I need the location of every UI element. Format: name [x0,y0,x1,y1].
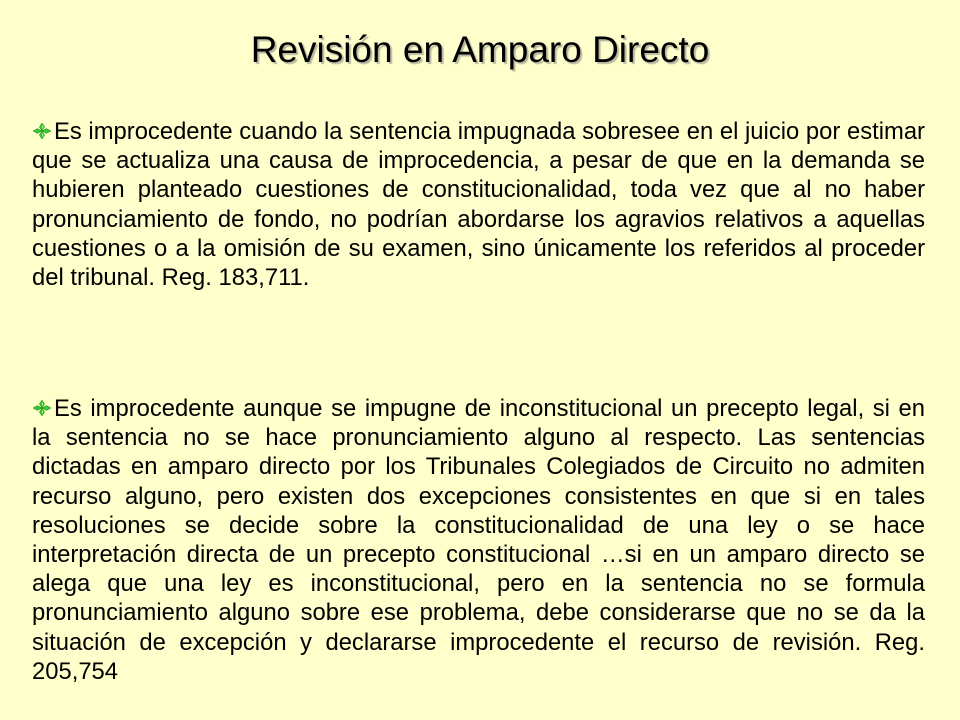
slide-title: Revisión en Amparo Directo [250,29,710,70]
bullet-text: Es improcedente cuando la sentencia impugnada sobresee en el juicio por estimar que se actualiza una causa de improcedencia, a pesar de que en la demanda se hubieren planteado cuestiones de constitucionalidad, toda vez que al no haber pronunciamiento de fondo, no podrían abordarse los agravios relativos a aquellas cuestiones o a la omisión de su examen, sino únicamente los referidos al proceder del tribunal. Reg. 183,711. [32,118,925,292]
bullet-item [32,394,925,686]
bullet-item [32,117,925,292]
bullet-text: Es improcedente aunque se impugne de inconstitucional un precepto legal, si en la sentencia no se hace pronunciamiento alguno al respecto. Las sentencias dictadas en amparo directo por los Tribunales Colegiados de Circuito no admiten recurso alguno, pero existen dos excepciones consistentes en que si en tales resoluciones se decide sobre la constitucionalidad de una ley o se hace interpretación directa de un precepto constitucional …si en un amparo directo se alega que una ley es inconstitucional, pero en la sentencia no se formula pronunciamiento alguno sobre ese problema, debe considerarse que no se da la situación de excepción y declararse improcedente el recurso de revisión. Reg. 205,754 [32,395,925,685]
diamond-bullet-icon [32,399,52,417]
diamond-bullet-icon [32,122,52,140]
